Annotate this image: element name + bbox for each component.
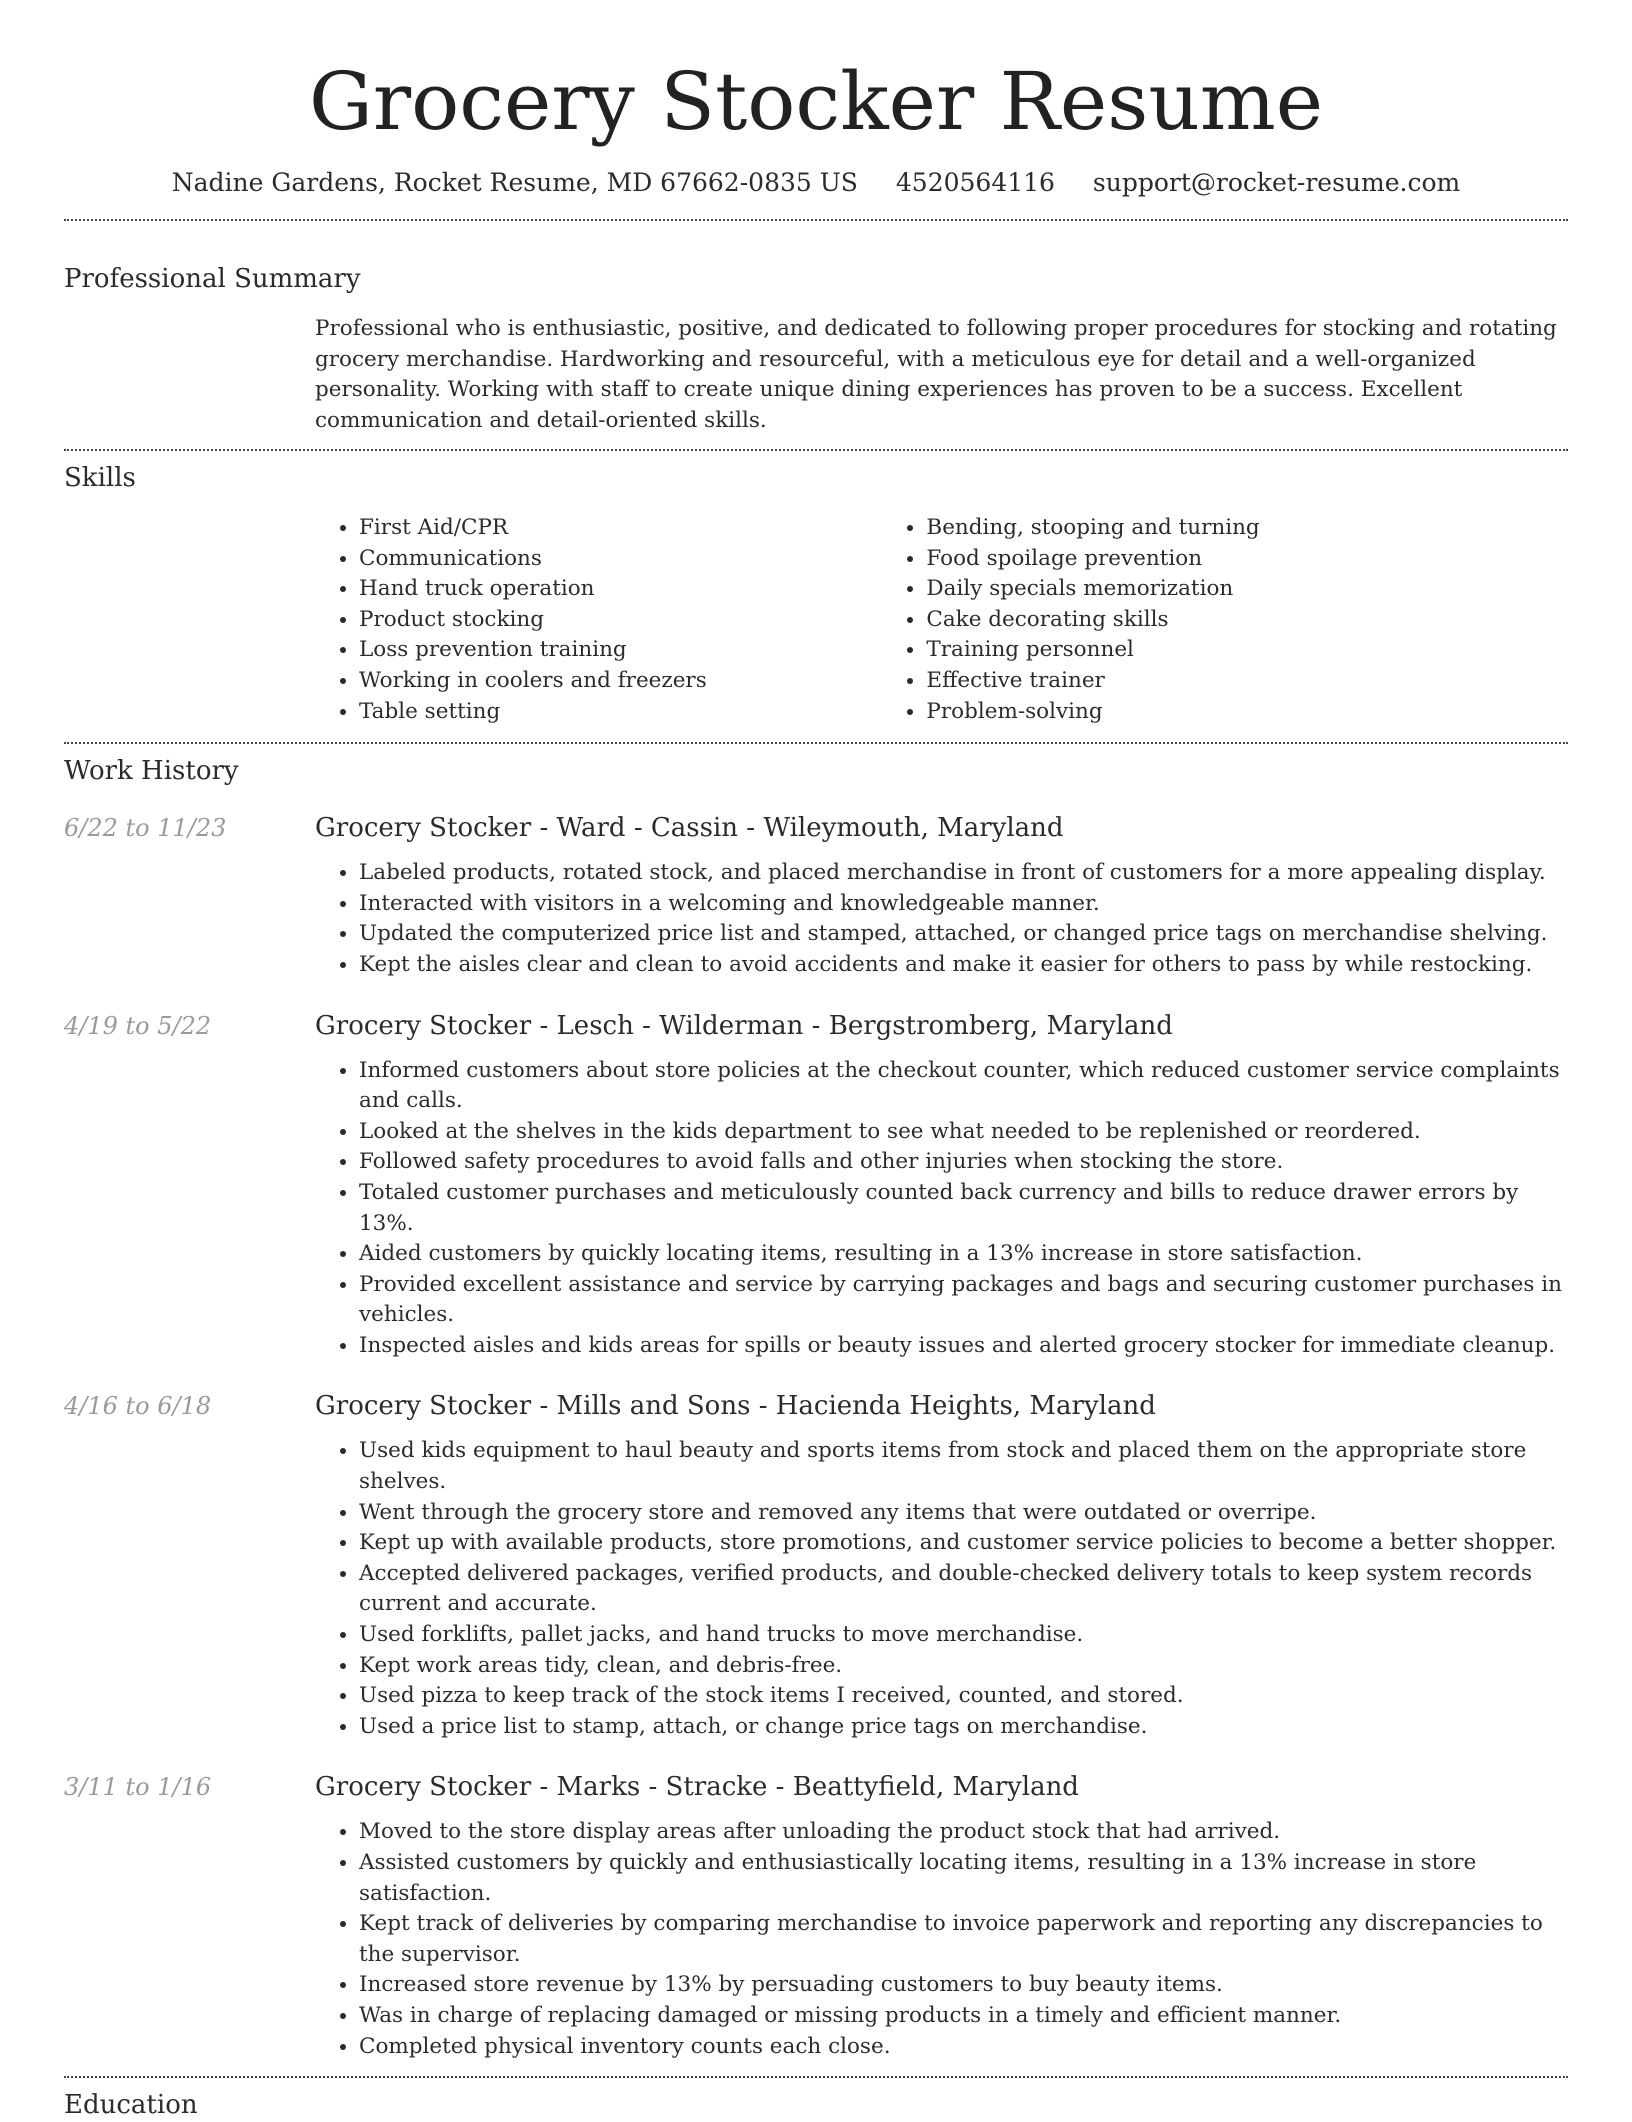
job-bullet: • Accepted delivered packages, verified products, and double-checked delivery totals to keep system records current and accurate. — [359, 1559, 1568, 1620]
contact-address: Nadine Gardens, Rocket Resume, MD 67662-0835 US — [171, 168, 858, 197]
contact-line — [64, 166, 1568, 200]
job-bullet: • Used kids equipment to haul beauty and sports items from stock and placed them on the appropriate store shelves. — [359, 1436, 1568, 1497]
job-bullet: • Aided customers by quickly locating items, resulting in a 13% increase in store satisfaction. — [359, 1239, 1568, 1270]
job-bullet: • Kept work areas tidy, clean, and debris-free. — [359, 1651, 1568, 1682]
section-title-work: Work History — [64, 756, 239, 787]
divider — [64, 449, 1568, 451]
skill-item: • Cake decorating skills — [926, 605, 1568, 636]
skill-item: • Communications — [359, 544, 882, 575]
job-bullet: • Kept track of deliveries by comparing merchandise to invoice paperwork and reporting any discrepancies to the supervisor. — [359, 1909, 1568, 1970]
job-bullet: • Kept up with available products, store promotions, and customer service policies to become a better shopper. — [359, 1528, 1568, 1559]
job-bullet: • Kept the aisles clear and clean to avoid accidents and make it easier for others to pass by while restocking. — [359, 950, 1568, 981]
job-title: Grocery Stocker - Marks - Stracke - Beattyfield, Maryland — [315, 1772, 1079, 1803]
job-header — [64, 1389, 1568, 1423]
job-duties — [315, 1817, 1568, 2062]
job-entry — [64, 811, 1568, 980]
divider — [64, 742, 1568, 744]
skill-item: • Training personnel — [926, 635, 1568, 666]
job-bullet: • Used forklifts, pallet jacks, and hand trucks to move merchandise. — [359, 1620, 1568, 1651]
section-title-skills: Skills — [64, 463, 136, 493]
job-bullet: • Inspected aisles and kids areas for spills or beauty issues and alerted grocery stocker for immediate cleanup. — [359, 1331, 1568, 1362]
job-bullet: • Completed physical inventory counts each close. — [359, 2032, 1568, 2063]
skill-item: • Working in coolers and freezers — [359, 666, 882, 697]
summary-body — [315, 314, 1568, 436]
job-bullet: • Totaled customer purchases and meticulously counted back currency and bills to reduce drawer errors by 13%. — [359, 1178, 1568, 1239]
job-duties — [315, 1056, 1568, 1362]
job-title: Grocery Stocker - Ward - Cassin - Wileymouth, Maryland — [315, 813, 1064, 844]
job-bullet: • Interacted with visitors in a welcoming and knowledgeable manner. — [359, 889, 1568, 920]
job-bullet: • Provided excellent assistance and service by carrying packages and bags and securing customer purchases in vehicles. — [359, 1270, 1568, 1331]
job-bullet: • Informed customers about store policies at the checkout counter, which reduced customer service complaints and calls. — [359, 1056, 1568, 1117]
job-header — [64, 811, 1568, 845]
skills-list — [315, 513, 1568, 727]
job-bullet: • Labeled products, rotated stock, and placed merchandise in front of customers for a more appealing display. — [359, 858, 1568, 889]
job-bullet: • Increased store revenue by 13% by persuading customers to buy beauty items. — [359, 1970, 1568, 2001]
job-bullets — [315, 1817, 1568, 2062]
job-bullets — [315, 1436, 1568, 1742]
skill-item: • Hand truck operation — [359, 574, 882, 605]
skill-item: • Effective trainer — [926, 666, 1568, 697]
skill-item: • Bending, stooping and turning — [926, 513, 1568, 544]
skill-item: • Product stocking — [359, 605, 882, 636]
job-bullet: • Used a price list to stamp, attach, or change price tags on merchandise. — [359, 1712, 1568, 1743]
skill-item: • Daily specials memorization — [926, 574, 1568, 605]
job-duties — [315, 858, 1568, 980]
job-date: 6/22 to 11/23 — [64, 814, 227, 843]
summary-text: Professional who is enthusiastic, positive, and dedicated to following proper procedures for stocking and rotating grocery merchandise. Hardworking and resourceful, with a meticulous eye for detail and a well-organized personality. Working with staff to create unique dining experiences has proven to be a success. Excellent communication and detail-oriented skills. — [315, 316, 1557, 433]
job-bullet: • Assisted customers by quickly and enthusiastically locating items, resulting in a 13% increase in store satisfaction. — [359, 1848, 1568, 1909]
job-bullet: • Moved to the store display areas after unloading the product stock that had arrived. — [359, 1817, 1568, 1848]
job-date: 3/11 to 1/16 — [64, 1773, 212, 1802]
job-bullet: • Updated the computerized price list and stamped, attached, or changed price tags on merchandise shelving. — [359, 919, 1568, 950]
job-bullet: • Was in charge of replacing damaged or missing products in a timely and efficient manner. — [359, 2001, 1568, 2032]
job-bullets — [315, 1056, 1568, 1362]
job-title: Grocery Stocker - Lesch - Wilderman - Bergstromberg, Maryland — [315, 1010, 1173, 1041]
skill-item: • Food spoilage prevention — [926, 544, 1568, 575]
skills-column-right — [882, 513, 1568, 727]
divider — [64, 219, 1568, 221]
skill-item: • Table setting — [359, 697, 882, 728]
job-bullet: • Used pizza to keep track of the stock items I received, counted, and stored. — [359, 1681, 1568, 1712]
job-bullets — [315, 858, 1568, 980]
contact-phone: 4520564116 — [895, 168, 1055, 197]
job-bullet: • Went through the grocery store and removed any items that were outdated or overripe. — [359, 1498, 1568, 1529]
skill-item: • Loss prevention training — [359, 635, 882, 666]
job-duties — [315, 1436, 1568, 1742]
divider — [64, 2076, 1568, 2078]
job-entry — [64, 1770, 1568, 2062]
job-header — [64, 1770, 1568, 1804]
contact-email: support@rocket-resume.com — [1092, 168, 1461, 197]
job-entry — [64, 1009, 1568, 1362]
job-entry — [64, 1389, 1568, 1742]
job-title: Grocery Stocker - Mills and Sons - Hacienda Heights, Maryland — [315, 1391, 1156, 1422]
job-date: 4/16 to 6/18 — [64, 1392, 212, 1421]
job-date: 4/19 to 5/22 — [64, 1011, 212, 1040]
resume-title: Grocery Stocker Resume — [308, 55, 1324, 148]
section-title-summary: Professional Summary — [64, 264, 361, 294]
skill-item: • First Aid/CPR — [359, 513, 882, 544]
section-title-education: Education — [64, 2090, 198, 2121]
skill-item: • Problem-solving — [926, 697, 1568, 728]
skills-column-left — [315, 513, 882, 727]
resume-page — [64, 0, 1568, 2122]
job-bullet: • Followed safety procedures to avoid falls and other injuries when stocking the store. — [359, 1147, 1568, 1178]
job-bullet: • Looked at the shelves in the kids department to see what needed to be replenished or reordered. — [359, 1117, 1568, 1148]
job-header — [64, 1009, 1568, 1043]
